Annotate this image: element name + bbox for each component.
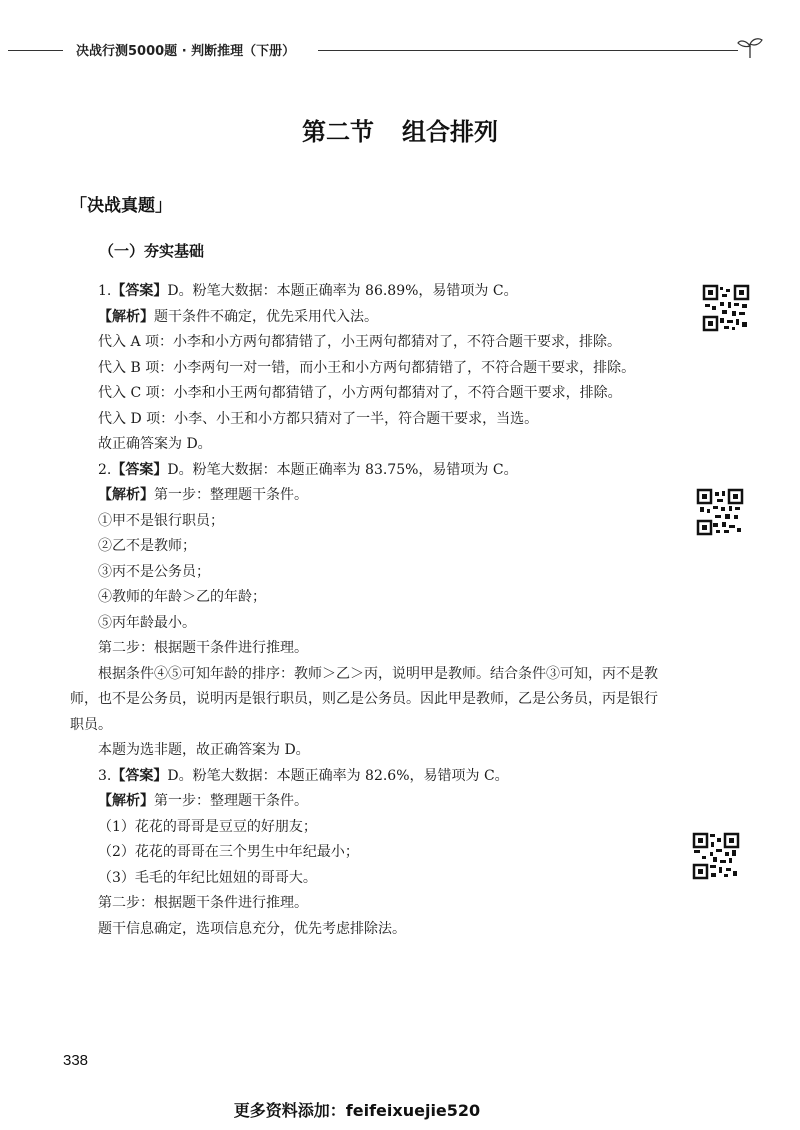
section-title bbox=[0, 112, 800, 147]
q1-line: 代入 C 项：小李和小王两句都猜错了，小方两句都猜对了，不符合题干要求，排除。 bbox=[98, 385, 622, 401]
qr-code-graphic bbox=[702, 284, 750, 332]
q1-answer: 1.【答案】D。粉笔大数据：本题正确率为 86.89%，易错项为 C。 bbox=[98, 283, 518, 299]
q2-condition: ⑤丙年龄最小。 bbox=[98, 614, 196, 631]
q2-condition: ②乙不是教师； bbox=[98, 538, 196, 554]
q3-condition: （1）花花的哥哥是豆豆的好朋友； bbox=[98, 818, 317, 835]
q2-step2: 第二步：根据题干条件进行推理。 bbox=[98, 640, 308, 656]
q3-last: 题干信息确定，选项信息充分，优先考虑排除法。 bbox=[98, 920, 406, 937]
q1-line: 代入 A 项：小李和小方两句都猜错了，小王两句都猜对了，不符合题干要求，排除。 bbox=[98, 334, 622, 350]
q2-condition: ③丙不是公务员； bbox=[98, 563, 210, 580]
qr-code-icon[interactable] bbox=[696, 488, 744, 536]
qr-code-icon[interactable] bbox=[692, 832, 740, 880]
book-title: 决战行测5000题 · 判断推理（下册） bbox=[76, 44, 296, 59]
qr-code-graphic bbox=[696, 488, 744, 536]
sprout-icon bbox=[736, 36, 764, 60]
qr-code-graphic bbox=[692, 832, 740, 880]
header-rule-right bbox=[318, 50, 738, 51]
sub-heading: （一）夯实基础 bbox=[99, 242, 205, 260]
q2-conclusion: 本题为选非题，故正确答案为 D。 bbox=[98, 742, 310, 758]
q2-analysis: 【解析】第一步：整理题干条件。 bbox=[98, 487, 308, 503]
footer-note: 更多资料添加：feifeixuejie520 bbox=[233, 1101, 481, 1120]
q1-analysis: 【解析】题干条件不确定，优先采用代入法。 bbox=[98, 308, 378, 325]
running-header bbox=[8, 36, 760, 60]
q2-answer: 2.【答案】D。粉笔大数据：本题正确率为 83.75%，易错项为 C。 bbox=[98, 461, 518, 478]
page-number: 338 bbox=[63, 1052, 89, 1069]
q1-line: 代入 B 项：小李两句一对一错，而小王和小方两句都猜错了，不符合题干要求，排除。 bbox=[98, 359, 636, 376]
q3-step2: 第二步：根据题干条件进行推理。 bbox=[98, 895, 308, 911]
section-name: 组合排列 bbox=[402, 118, 498, 146]
q3-answer: 3.【答案】D。粉笔大数据：本题正确率为 82.6%，易错项为 C。 bbox=[98, 767, 509, 784]
q2-reasoning: 根据条件④⑤可知年龄的排序：教师＞乙＞丙，说明甲是教师。结合条件③可知，丙不是教师，也不是公务员，说明丙是银行职员，则乙是公务员。因此甲是教师，乙是公务员，丙是银行职员。 bbox=[70, 665, 658, 733]
q3-condition: （2）花花的哥哥在三个男生中年纪最小； bbox=[98, 844, 359, 860]
section-number: 第二节 bbox=[302, 118, 374, 146]
block-heading: 「决战真题」 bbox=[70, 196, 172, 216]
header-rule-left bbox=[8, 50, 63, 51]
qr-code-icon[interactable] bbox=[702, 284, 750, 332]
q2-condition: ④教师的年龄＞乙的年龄； bbox=[98, 589, 266, 605]
q1-line: 故正确答案为 D。 bbox=[98, 436, 212, 452]
q2-condition: ①甲不是银行职员； bbox=[98, 512, 224, 529]
answer-content bbox=[70, 279, 670, 942]
q1-line: 代入 D 项：小李、小王和小方都只猜对了一半，符合题干要求，当选。 bbox=[98, 410, 539, 427]
q3-analysis: 【解析】第一步：整理题干条件。 bbox=[98, 793, 308, 809]
q3-condition: （3）毛毛的年纪比妞妞的哥哥大。 bbox=[98, 869, 317, 886]
